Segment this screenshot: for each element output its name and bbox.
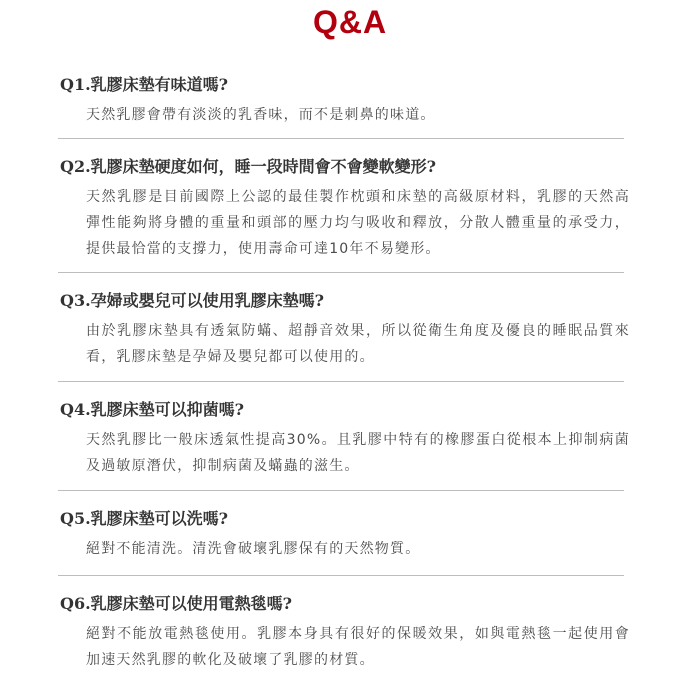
faq-item-4: [60, 399, 630, 479]
faq-question-2: Q2.乳膠床墊硬度如何，睡一段時間會不會變軟變形?: [60, 157, 437, 176]
faq-question-3: Q3.孕婦或嬰兒可以使用乳膠床墊嗎?: [60, 291, 325, 310]
faq-divider-3: [58, 381, 624, 382]
faq-answer-3: 由於乳膠床墊具有透氣防蟎、超靜音效果，所以從衛生角度及優良的睡眠品質來看，乳膠床墊是孕婦及嬰兒都可以使用的。: [86, 323, 630, 365]
faq-answer-4: 天然乳膠比一般床透氣性提高30%。且乳膠中特有的橡膠蛋白從根本上抑制病菌及過敏原潛伏，抑制病菌及蟎蟲的滋生。: [86, 432, 630, 474]
faq-divider-5: [58, 575, 624, 576]
faq-divider-2: [58, 272, 624, 273]
faq-divider-1: [58, 138, 624, 139]
faq-question-4: Q4.乳膠床墊可以抑菌嗎?: [60, 400, 245, 419]
faq-item-3: [60, 290, 630, 370]
faq-item-6: [60, 593, 630, 673]
faq-question-5: Q5.乳膠床墊可以洗嗎?: [60, 509, 229, 528]
faq-answer-5: 絕對不能清洗。清洗會破壞乳膠保有的天然物質。: [86, 541, 421, 557]
faq-answer-2: 天然乳膠是目前國際上公認的最佳製作枕頭和床墊的高級原材料，乳膠的天然高彈性能夠將身體的重量和頭部的壓力均勻吸收和釋放，分散人體重量的承受力，提供最恰當的支撐力，使用壽命可達10年不易變形。: [86, 189, 630, 257]
faq-item-1: [60, 74, 630, 128]
faq-item-2: [60, 156, 630, 262]
faq-item-5: [60, 508, 630, 562]
faq-question-1: Q1.乳膠床墊有味道嗎?: [60, 75, 229, 94]
faq-question-6: Q6.乳膠床墊可以使用電熱毯嗎?: [60, 594, 293, 613]
faq-divider-4: [58, 490, 624, 491]
page-title: Q&A: [312, 4, 388, 40]
faq-answer-6: 絕對不能放電熱毯使用。乳膠本身具有很好的保暖效果，如與電熱毯一起使用會加速天然乳膠的軟化及破壞了乳膠的材質。: [86, 626, 630, 668]
faq-answer-1: 天然乳膠會帶有淡淡的乳香味，而不是刺鼻的味道。: [86, 107, 436, 123]
